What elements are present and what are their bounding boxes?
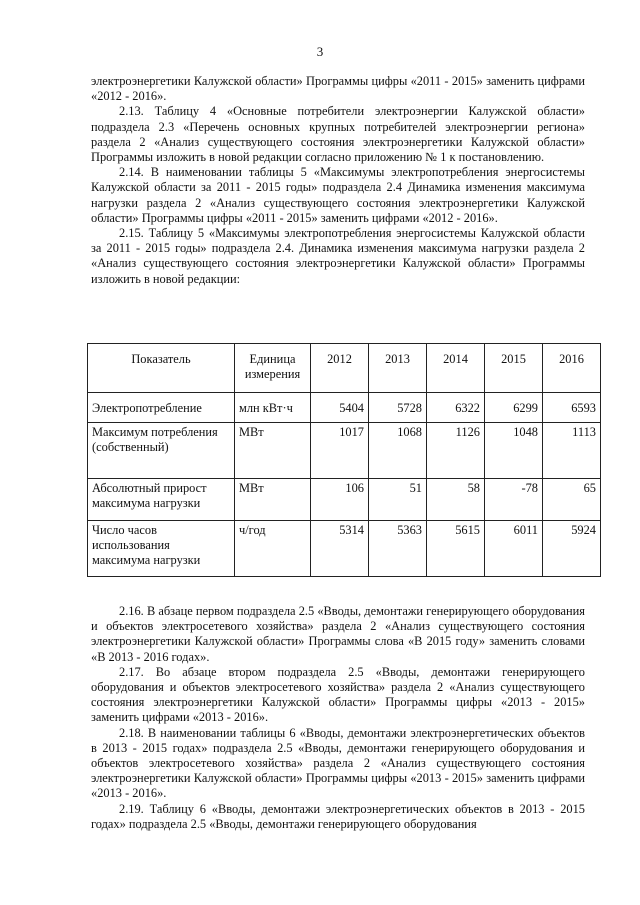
table-cell: 1126 [427, 423, 485, 479]
table-cell: 1068 [369, 423, 427, 479]
top-text-block [91, 74, 585, 287]
table-cell: 6299 [485, 393, 543, 423]
header-indicator: Показатель [88, 344, 235, 393]
table-cell: 6011 [485, 521, 543, 577]
table-cell: 51 [369, 479, 427, 521]
paragraph-2-19: 2.19. Таблицу 6 «Вводы, демонтажи электроэнергетических объектов в 2013 - 2015 годах» подраздела 2.5 «Вводы, демонтажи генерирующего оборудования [91, 801, 585, 831]
row-indicator: Абсолютный прирост максимума нагрузки [88, 479, 235, 521]
table-row [88, 479, 601, 521]
table-cell: 58 [427, 479, 485, 521]
row-unit: МВт [235, 479, 311, 521]
consumption-table [87, 343, 601, 577]
paragraph-2-15: 2.15. Таблицу 5 «Максимумы электропотребления энергосистемы Калужской области за 2011 - 2015 годы» подраздела 2.4. Динамика изменения максимума нагрузки раздела 2 «Анализ существующего состояния электроэнергетики Калужской области» Программы изложить в новой редакции: [91, 226, 585, 286]
table-cell: 6322 [427, 393, 485, 423]
table-cell: 1017 [311, 423, 369, 479]
table-cell: 5615 [427, 521, 485, 577]
header-year: 2014 [427, 344, 485, 393]
table-cell: 1048 [485, 423, 543, 479]
page-number: 3 [316, 44, 324, 59]
table-row [88, 521, 601, 577]
table-cell: 106 [311, 479, 369, 521]
row-indicator: Максимум потребления (собственный) [88, 423, 235, 479]
paragraph-2-16: 2.16. В абзаце первом подраздела 2.5 «Вводы, демонтажи генерирующего оборудования и объектов электросетевого хозяйства» раздела 2 «Анализ существующего состояния электроэнергетики Калужской области» Программы слова «В 2015 году» заменить словами «В 2013 - 2016 годах». [91, 604, 585, 664]
table-row [88, 393, 601, 423]
table-cell: 5728 [369, 393, 427, 423]
header-year: 2012 [311, 344, 369, 393]
row-indicator: Электропотребление [88, 393, 235, 423]
paragraph-2-13: 2.13. Таблицу 4 «Основные потребители электроэнергии Калужской области» подраздела 2.3 «Перечень основных крупных потребителей электроэнергии региона» раздела 2 «Анализ существующего состояния электроэнергетики Калужской области» Программы изложить в новой редакции согласно приложению № 1 к постановлению. [91, 104, 585, 165]
row-unit: МВт [235, 423, 311, 479]
table-cell: 5363 [369, 521, 427, 577]
table-cell: 1113 [543, 423, 601, 479]
header-year: 2016 [543, 344, 601, 393]
header-year: 2015 [485, 344, 543, 393]
bottom-text-block [91, 604, 585, 832]
table-cell: 5314 [311, 521, 369, 577]
table-cell: 6593 [543, 393, 601, 423]
paragraph-2-17: 2.17. Во абзаце втором подраздела 2.5 «Вводы, демонтажи генерирующего оборудования и объектов электросетевого хозяйства» раздела 2 «Анализ существующего состояния электроэнергетики Калужской области» Программы цифры «2013 - 2015» заменить цифрами «2013 - 2016». [91, 664, 585, 725]
paragraph-continuation: электроэнергетики Калужской области» Программы цифры «2011 - 2015» заменить цифрами «2012 - 2016». [91, 74, 585, 104]
row-unit: млн кВт·ч [235, 393, 311, 423]
table-cell: -78 [485, 479, 543, 521]
paragraph-2-18: 2.18. В наименовании таблицы 6 «Вводы, демонтажи электроэнергетических объектов в 2013 - 2015 годах» подраздела 2.5 «Вводы, демонтажи генерирующего оборудования и объектов электросетевого хозяйства» раздела 2 «Анализ существующего состояния электроэнергетики Калужской области» Программы цифры «2013 - 2015» заменить цифрами «2013 - 2016». [91, 725, 585, 801]
table-cell: 65 [543, 479, 601, 521]
table-header-row [88, 344, 601, 393]
header-year: 2013 [369, 344, 427, 393]
row-indicator: Число часов использования максимума нагрузки [88, 521, 235, 577]
header-unit: Единица измерения [235, 344, 311, 393]
table-cell: 5404 [311, 393, 369, 423]
paragraph-2-14: 2.14. В наименовании таблицы 5 «Максимумы электропотребления энергосистемы Калужской области за 2011 - 2015 годы» подраздела 2.4 Динамика изменения максимума нагрузки раздела 2 «Анализ существующего состояния электроэнергетики Калужской области» Программы цифры «2011 - 2015» заменить цифрами «2012 - 2016». [91, 165, 585, 225]
table-row [88, 423, 601, 479]
table-cell: 5924 [543, 521, 601, 577]
row-unit: ч/год [235, 521, 311, 577]
